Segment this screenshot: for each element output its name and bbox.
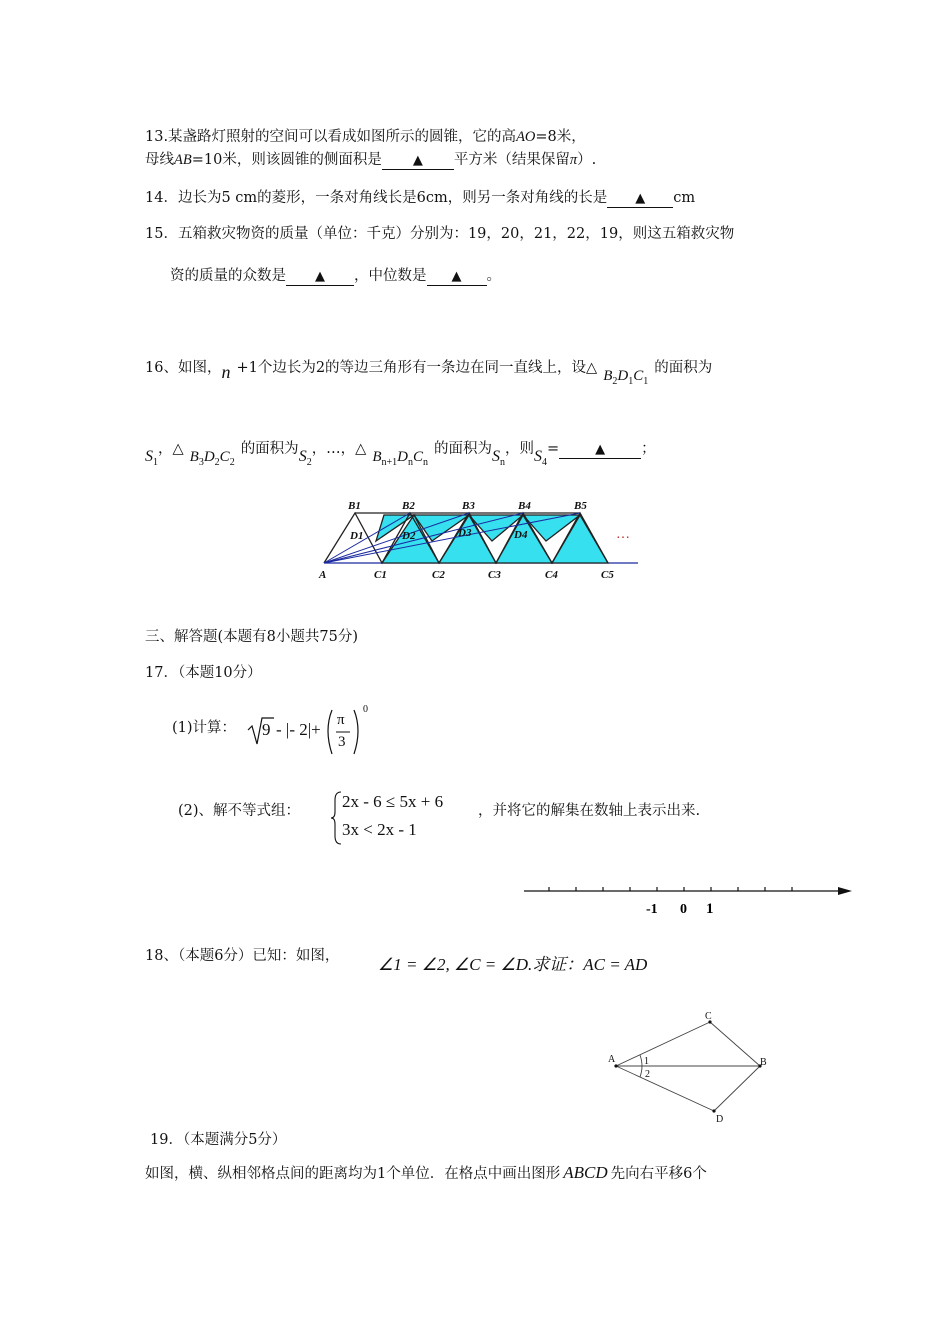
var-ao: AO (516, 129, 536, 145)
label-c5: C5 (601, 569, 614, 581)
label-d1: D1 (350, 530, 364, 542)
q18-pre: 18、（本题6分）已知：如图， (145, 948, 340, 964)
q16-text-8: ，则 (505, 441, 535, 457)
triangle-mark: ▲ (315, 269, 325, 284)
label-one: 1 (706, 901, 714, 917)
var-sn: $S_n$ (492, 448, 506, 468)
q19-title: 19．（本题满分5分） (150, 1132, 287, 1148)
label-b4: B4 (518, 500, 531, 512)
answer-blank (559, 441, 641, 459)
q15-line2 (170, 266, 501, 286)
tri-b3d2c2: $B_3D_2C_2$ (189, 449, 235, 468)
fraction-three: 3 (338, 734, 346, 750)
var-s4: $S_4$ (534, 448, 548, 468)
triangle-mark: ▲ (412, 153, 423, 168)
exponent-zero: 0 (363, 704, 368, 715)
q19-text (145, 1163, 707, 1184)
q16-text-5: 的面积为 (240, 441, 299, 457)
var-n: n (221, 362, 231, 382)
var-s2: $S_2$ (298, 448, 312, 468)
pi-symbol: π (569, 152, 578, 168)
triangle-mark: ▲ (451, 269, 462, 284)
q17-part1-expr (246, 706, 376, 762)
section3-title: 三、解答题(本题有8小题共75分) (145, 629, 358, 645)
label-a: A (319, 569, 327, 581)
answer-blank-2 (427, 268, 487, 286)
q14-text: 14．边长为5 cm的菱形，一条对角线长是6cm，则另一条对角线的长是 (145, 190, 608, 206)
label-b: B (760, 1057, 767, 1068)
label-b2: B2 (402, 500, 415, 512)
tri-b2d1c1: $B_2D_1C_1$ (603, 368, 649, 387)
number-line (520, 880, 860, 920)
q15-text-2: ，中位数是 (354, 268, 427, 284)
label-b1: B1 (348, 500, 361, 512)
inequality-2: 3x < 2x - 1 (342, 820, 417, 839)
q13-text-5: ）. (577, 152, 597, 168)
q16-text-2: +1个边长为2的等边三角形有一条边在同一直线上，设△ (236, 360, 598, 376)
answer-blank (607, 190, 673, 208)
paren-left (328, 710, 332, 754)
label-d: D (716, 1114, 724, 1125)
label-c1: C1 (374, 569, 387, 581)
q16-line1 (145, 353, 712, 387)
label-angle-1: 1 (644, 1056, 649, 1067)
q18-expr: ∠1 = ∠2, ∠C = ∠D.求证：AC = AD (378, 955, 648, 974)
triangle-mark: ▲ (595, 442, 606, 457)
label-b3: B3 (462, 500, 475, 512)
triangles-figure (310, 496, 650, 586)
label-d3: D3 (458, 527, 472, 539)
answer-blank (286, 268, 354, 286)
q13-text-post: =8米， (535, 129, 586, 145)
q17-part2-post: ，并将它的解集在数轴上表示出来. (478, 803, 701, 819)
q16-text-6: ，…，△ (311, 441, 367, 457)
q16-text-4: ，△ (158, 441, 184, 457)
equals: = (547, 441, 560, 457)
q15-text-3: 。 (486, 268, 501, 284)
var-abcd: ABCD (563, 1163, 608, 1182)
label-c3: C3 (488, 569, 501, 581)
inequality-1: 2x - 6 ≤ 5x + 6 (342, 792, 444, 811)
var-s1: $S_1$ (145, 448, 158, 468)
tri-bn1dncn: $B_{n+1}D_nC_n$ (372, 449, 429, 468)
q13-line2 (145, 150, 596, 170)
q13-text-4: 平方米（结果保留 (453, 152, 570, 168)
q13-text-3: =10米，则该圆锥的侧面积是 (191, 152, 382, 168)
q17-part1-label: (1)计算： (172, 720, 237, 736)
q17-part2-label: (2)、解不等式组： (178, 803, 301, 819)
q18-figure (604, 1008, 784, 1128)
label-b5: B5 (574, 500, 587, 512)
label-d4: D4 (514, 529, 528, 541)
q13-text: 13.某盏路灯照射的空间可以看成如图所示的圆锥，它的高 (145, 129, 517, 145)
q16-text-end: ； (641, 441, 656, 457)
var-ab: AB (174, 152, 192, 168)
q14-unit: cm (673, 190, 696, 206)
label-angle-2: 2 (645, 1069, 650, 1080)
q17-title: 17．（本题10分） (145, 665, 262, 681)
ellipsis: … (616, 527, 630, 542)
q16-line2 (145, 436, 656, 468)
arrow-head (838, 887, 852, 895)
figure-labels (608, 1011, 767, 1125)
figure-lines (616, 1022, 760, 1111)
q16-text-3: 的面积为 (654, 360, 713, 376)
q15-text: 资的质量的众数是 (170, 268, 286, 284)
q16-text-7: 的面积为 (434, 441, 493, 457)
label-minus-one: -1 (646, 902, 658, 917)
answer-blank (382, 152, 454, 170)
sqrt-nine: 9 (262, 720, 271, 739)
label-zero: 0 (680, 902, 687, 917)
q19-text-pre: 如图，横、纵相邻格点间的距离均为1个单位．在格点中画出图形 (145, 1166, 561, 1182)
q13-line1 (145, 127, 586, 147)
q19-text-post: 先向右平移6个 (610, 1166, 707, 1182)
abs-expr: - |- 2|+ (276, 720, 321, 739)
label-c4: C4 (545, 569, 558, 581)
label-c: C (705, 1011, 712, 1022)
label-c2: C2 (432, 569, 445, 581)
q16-text: 16、如图， (145, 360, 222, 376)
label-a: A (608, 1054, 616, 1065)
paren-right (354, 710, 358, 754)
label-d2: D2 (402, 530, 416, 542)
fraction-pi: π (337, 712, 345, 728)
q14-line (145, 188, 695, 208)
q15-line1: 15．五箱救灾物资的质量（单位：千克）分别为：19，20，21，22，19，则这五箱救灾物 (145, 226, 735, 242)
inequality-system (330, 790, 480, 846)
q13-text-2: 母线 (145, 152, 174, 168)
triangle-mark: ▲ (635, 191, 646, 206)
